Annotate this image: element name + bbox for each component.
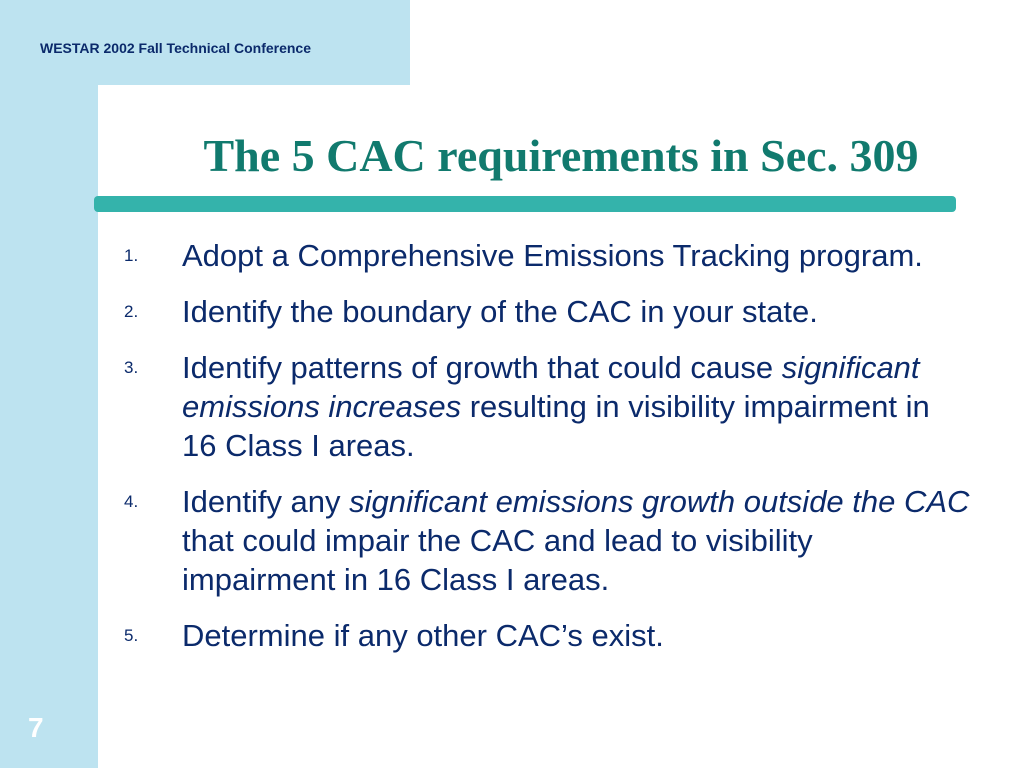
- list-item-text-part: Identify patterns of growth that could cause: [182, 350, 782, 385]
- title-divider: [94, 196, 956, 212]
- list-item-text-part: that could impair the CAC and lead to visibility impairment in 16 Class I areas.: [182, 523, 813, 597]
- requirements-list: [124, 236, 974, 672]
- list-item-number: 1.: [124, 246, 139, 265]
- list-item-text-part: resulting in visibility impairment in 16 Class I areas.: [182, 389, 930, 463]
- list-item-number: 3.: [124, 358, 139, 377]
- list-item-number: 2.: [124, 302, 139, 321]
- list-item-text: [182, 348, 972, 465]
- list-item-text-part: Identify any: [182, 484, 350, 519]
- list-item-text-part: Identify the boundary of the CAC in your state.: [182, 294, 818, 329]
- list-item-text: [182, 482, 972, 599]
- list-item-text: [182, 292, 818, 331]
- list-item: [124, 236, 974, 275]
- emphasized-phrase: significant emissions growth outside the CAC: [349, 484, 970, 519]
- list-item: [124, 348, 974, 465]
- list-item-text-part: Determine if any other CAC’s exist.: [182, 618, 664, 653]
- page-number: 7: [28, 712, 44, 743]
- list-item: [124, 292, 974, 331]
- list-item-number: 4.: [124, 492, 139, 511]
- list-item-number: 5.: [124, 626, 139, 645]
- list-item: [124, 482, 974, 599]
- conference-name: WESTAR 2002 Fall Technical Conference: [40, 40, 312, 56]
- left-background-band: [0, 0, 98, 768]
- list-item-text: [182, 236, 923, 275]
- list-item: [124, 616, 974, 655]
- list-item-text-part: Adopt a Comprehensive Emissions Tracking program.: [182, 238, 923, 273]
- emphasized-phrase: significant emissions increases: [182, 350, 920, 424]
- slide-title: The 5 CAC requirements in Sec. 309: [203, 130, 919, 181]
- list-item-text: [182, 616, 664, 655]
